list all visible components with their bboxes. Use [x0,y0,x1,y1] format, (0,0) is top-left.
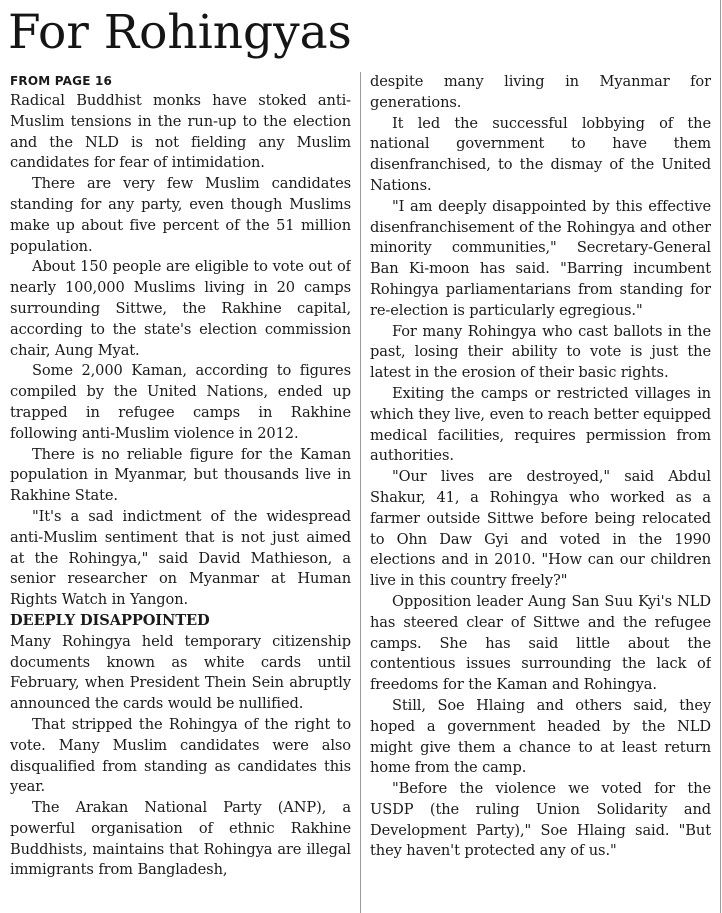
article-column-right [370,72,711,913]
page-edge-rule [720,0,721,913]
paragraph: There is no reliable figure for the Kaman population in Myanmar, but thousands live in Rakhine State. [10,445,351,505]
paragraph: "It's a sad indictment of the widespread anti-Muslim sentiment that is not just aimed at the Rohingya," said David Mathieson, a senior researcher on Myanmar at Human Rights Watch in Yangon. [10,507,351,609]
paragraph: Exiting the camps or restricted villages in which they live, even to reach better equipped medical facilities, requires permission from authorities. [370,384,711,465]
paragraph: Still, Soe Hlaing and others said, they hoped a government headed by the NLD might give them a chance to at least return home from the camp. [370,696,711,777]
article-column-left [10,72,351,913]
paragraph: Radical Buddhist monks have stoked anti-Muslim tensions in the run-up to the election and the NLD is not fielding any Muslim candidates for fear of intimidation. [10,92,351,172]
paragraph: About 150 people are eligible to vote out of nearly 100,000 Muslims living in 20 camps surrounding Sittwe, the Rakhine capital, according to the state's election commission chair, Aung Myat. [10,258,351,359]
continued-from-label: FROM PAGE 16 [10,74,113,88]
paragraph: Opposition leader Aung San Suu Kyi's NLD has steered clear of Sittwe and the refugee camps. She has said little about the contentious issues surrounding the lack of freedoms for the Kaman and Rohingya. [370,592,711,694]
paragraph: "Before the violence we voted for the USDP (the ruling Union Solidarity and Development Party)," Soe Hlaing said. "But they haven't protected any of us." [370,780,711,860]
paragraph: Many Rohingya held temporary citizenship documents known as white cards until February, when President Thein Sein abruptly announced the cards would be nullified. [10,632,351,713]
column-divider [360,72,361,913]
headline: For Rohingyas [8,5,352,60]
paragraph: despite many living in Myanmar for generations. [370,73,711,111]
paragraph: "I am deeply disappointed by this effective disenfranchisement of the Rohingya and other minority communities," Secretary-General Ban Ki-moon has said. "Barring incumbent Rohingya parliamentarians from standing for re-election is particularly egregious." [370,197,711,319]
paragraph: Some 2,000 Kaman, according to figures compiled by the United Nations, ended up trapped in refugee camps in Rakhine following anti-Muslim violence in 2012. [10,362,351,442]
paragraph: "Our lives are destroyed," said Abdul Shakur, 41, a Rohingya who worked as a farmer outside Sittwe before being relocated to Ohn Daw Gyi and voted in the 1990 elections and in 2010. "How can our children live in this country freely?" [370,468,711,590]
paragraph: The Arakan National Party (ANP), a powerful organisation of ethnic Rakhine Buddhists, maintains that Rohingya are illegal immigrants from Bangladesh, [10,799,351,879]
subheading: DEEPLY DISAPPOINTED [10,611,210,629]
paragraph: For many Rohingya who cast ballots in the past, losing their ability to vote is just the latest in the erosion of their basic rights. [370,322,711,382]
paragraph: That stripped the Rohingya of the right to vote. Many Muslim candidates were also disqualified from standing as candidates this year. [10,715,351,796]
paragraph: It led the successful lobbying of the national government to have them disenfranchised, to the dismay of the United Nations. [370,114,711,194]
paragraph: There are very few Muslim candidates standing for any party, even though Muslims make up about five percent of the 51 million population. [10,175,351,255]
